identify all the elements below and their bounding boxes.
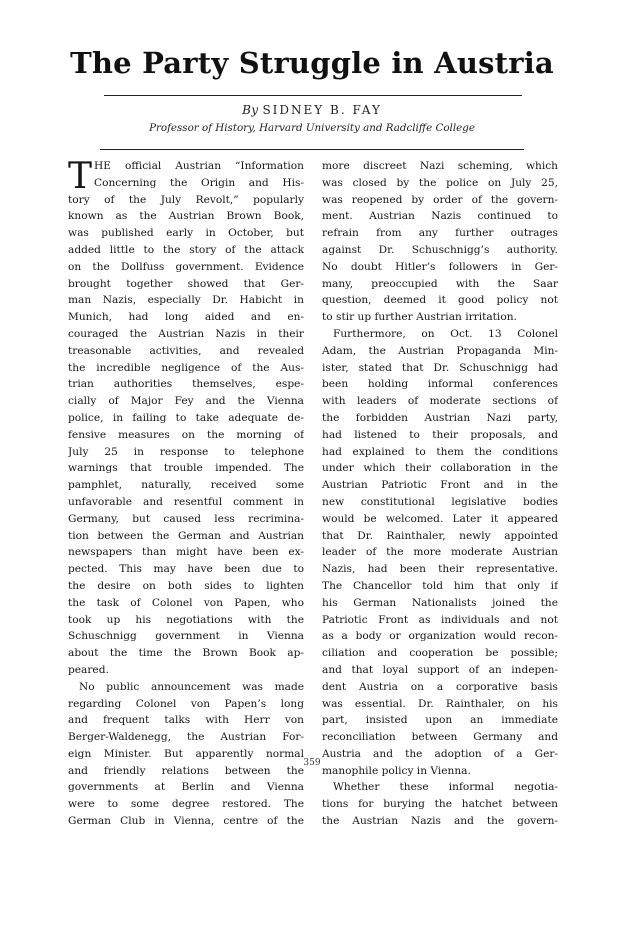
text-line: had listened to their proposals, and xyxy=(322,428,558,441)
text-line: took up his negotiations with the xyxy=(68,613,304,626)
text-line: was reopened by order of the govern- xyxy=(322,193,558,206)
text-line: as a body or organization would recon- xyxy=(322,630,558,643)
text-line: the desire on both sides to lighten xyxy=(68,579,304,592)
header-rule xyxy=(100,149,524,150)
text-line: Nazis, had been their representative. xyxy=(322,563,558,576)
text-line: Concerning the Origin and His- xyxy=(94,176,304,189)
text-line: No public announcement was made xyxy=(79,680,304,693)
text-line: and frequent talks with Herr von xyxy=(68,714,304,727)
text-line: Whether these informal negotia- xyxy=(333,781,558,794)
text-line: Patriotic Front as individuals and not xyxy=(322,613,558,626)
text-line: ister, stated that Dr. Schuschnigg had xyxy=(322,361,558,374)
text-line: manophile policy in Vienna. xyxy=(322,764,471,777)
text-line: ment. Austrian Nazis continued to xyxy=(322,210,558,223)
left-column xyxy=(68,158,304,830)
text-line: brought together showed that Ger- xyxy=(68,277,304,290)
text-line: German Club in Vienna, centre of the xyxy=(68,815,304,828)
text-line: the Austrian Nazis and the govern- xyxy=(322,815,558,828)
text-line: about the time the Brown Book ap- xyxy=(68,647,304,660)
text-line: been holding informal conferences xyxy=(322,378,558,391)
text-line: fensive measures on the morning of xyxy=(68,428,304,441)
text-line: ciliation and cooperation be possible; xyxy=(322,647,558,660)
text-line: and friendly relations between the xyxy=(68,764,304,777)
text-line: unfavorable and resentful comment in xyxy=(68,495,304,508)
text-line: part, insisted upon an immediate xyxy=(322,714,558,727)
text-line: police, in failing to take adequate de- xyxy=(68,411,304,424)
text-line: Berger-Waldenegg, the Austrian For- xyxy=(68,731,304,744)
text-line: refrain from any further outrages xyxy=(322,227,558,240)
text-line: Austrian Patriotic Front and in the xyxy=(322,479,558,492)
article-title: The Party Struggle in Austria xyxy=(70,46,554,80)
text-line: the forbidden Austrian Nazi party, xyxy=(322,411,558,424)
text-line: eign Minister. But apparently normal xyxy=(68,747,304,760)
text-line: his German Nationalists joined the xyxy=(322,596,558,609)
text-line: The Chancellor told him that only if xyxy=(322,579,558,592)
text-line: many, preoccupied with the Saar xyxy=(322,277,558,290)
text-line: pamphlet, naturally, received some xyxy=(68,479,304,492)
text-line: more discreet Nazi scheming, which xyxy=(322,160,558,172)
text-line: HE official Austrian “Information xyxy=(94,160,304,172)
text-line: Munich, had long aided and en- xyxy=(68,311,304,324)
text-line: Austria and the adoption of a Ger- xyxy=(322,747,558,760)
byline-prefix: By xyxy=(242,103,259,117)
right-column xyxy=(322,158,558,830)
text-line: added little to the story of the attack xyxy=(68,243,304,256)
text-line: Germany, but caused less recrimina- xyxy=(68,512,304,525)
text-line: regarding Colonel von Papen’s long xyxy=(68,697,304,710)
text-line: to stir up further Austrian irritation. xyxy=(322,311,517,324)
title-rule xyxy=(104,95,522,96)
text-line: tory of the July Revolt,” popularly xyxy=(68,193,304,206)
text-line: dent Austria on a corporative basis xyxy=(322,680,558,693)
text-line: July 25 in response to telephone xyxy=(68,445,304,458)
text-line: had explained to them the conditions xyxy=(322,445,558,458)
text-line: on the Dollfuss government. Evidence xyxy=(68,260,304,273)
text-line: known as the Austrian Brown Book, xyxy=(68,210,304,223)
text-line: the task of Colonel von Papen, who xyxy=(68,596,304,609)
text-line: question, deemed it good policy not xyxy=(322,294,558,307)
text-line: Schuschnigg government in Vienna xyxy=(68,630,304,643)
text-line: tions for burying the hatchet between xyxy=(322,798,558,811)
page-number: 359 xyxy=(303,758,321,768)
text-line: was closed by the police on July 25, xyxy=(322,176,558,189)
text-line: No doubt Hitler’s followers in Ger- xyxy=(322,260,558,273)
text-line: governments at Berlin and Vienna xyxy=(68,781,304,794)
text-line: warnings that trouble impended. The xyxy=(68,462,304,475)
text-line: that Dr. Rainthaler, newly appointed xyxy=(322,529,558,542)
text-line: peared. xyxy=(68,663,109,676)
drop-cap: T xyxy=(68,156,93,197)
text-line: reconciliation between Germany and xyxy=(322,731,558,744)
text-line: tion between the German and Austrian xyxy=(68,529,304,542)
text-line: against Dr. Schuschnigg’s authority. xyxy=(322,243,558,256)
byline xyxy=(0,103,624,117)
text-line: new constitutional legislative bodies xyxy=(322,495,558,508)
text-line: was published early in October, but xyxy=(68,227,304,240)
text-line: pected. This may have been due to xyxy=(68,563,304,576)
text-line: the incredible negligence of the Aus- xyxy=(68,361,304,374)
text-line: leader of the more moderate Austrian xyxy=(322,546,558,559)
text-line: Adam, the Austrian Propaganda Min- xyxy=(322,344,558,357)
text-line: cially of Major Fey and the Vienna xyxy=(68,395,304,408)
text-line: under which their collaboration in the xyxy=(322,462,558,475)
text-line: would be welcomed. Later it appeared xyxy=(322,512,558,525)
text-line: couraged the Austrian Nazis in their xyxy=(68,327,304,340)
text-line: trian authorities themselves, espe- xyxy=(68,378,304,391)
text-line: and that loyal support of an indepen- xyxy=(322,663,558,676)
text-line: man Nazis, especially Dr. Habicht in xyxy=(68,294,304,307)
text-line: were to some degree restored. The xyxy=(68,798,304,811)
text-line: newspapers than might have been ex- xyxy=(68,546,304,559)
author-name: SIDNEY B. FAY xyxy=(262,103,382,117)
text-line: Furthermore, on Oct. 13 Colonel xyxy=(333,327,558,340)
text-line: treasonable activities, and revealed xyxy=(68,344,304,357)
text-line: with leaders of moderate sections of xyxy=(322,395,558,408)
text-line: was essential. Dr. Rainthaler, on his xyxy=(322,697,558,710)
author-affiliation: Professor of History, Harvard University and Radcliffe College xyxy=(149,122,475,134)
